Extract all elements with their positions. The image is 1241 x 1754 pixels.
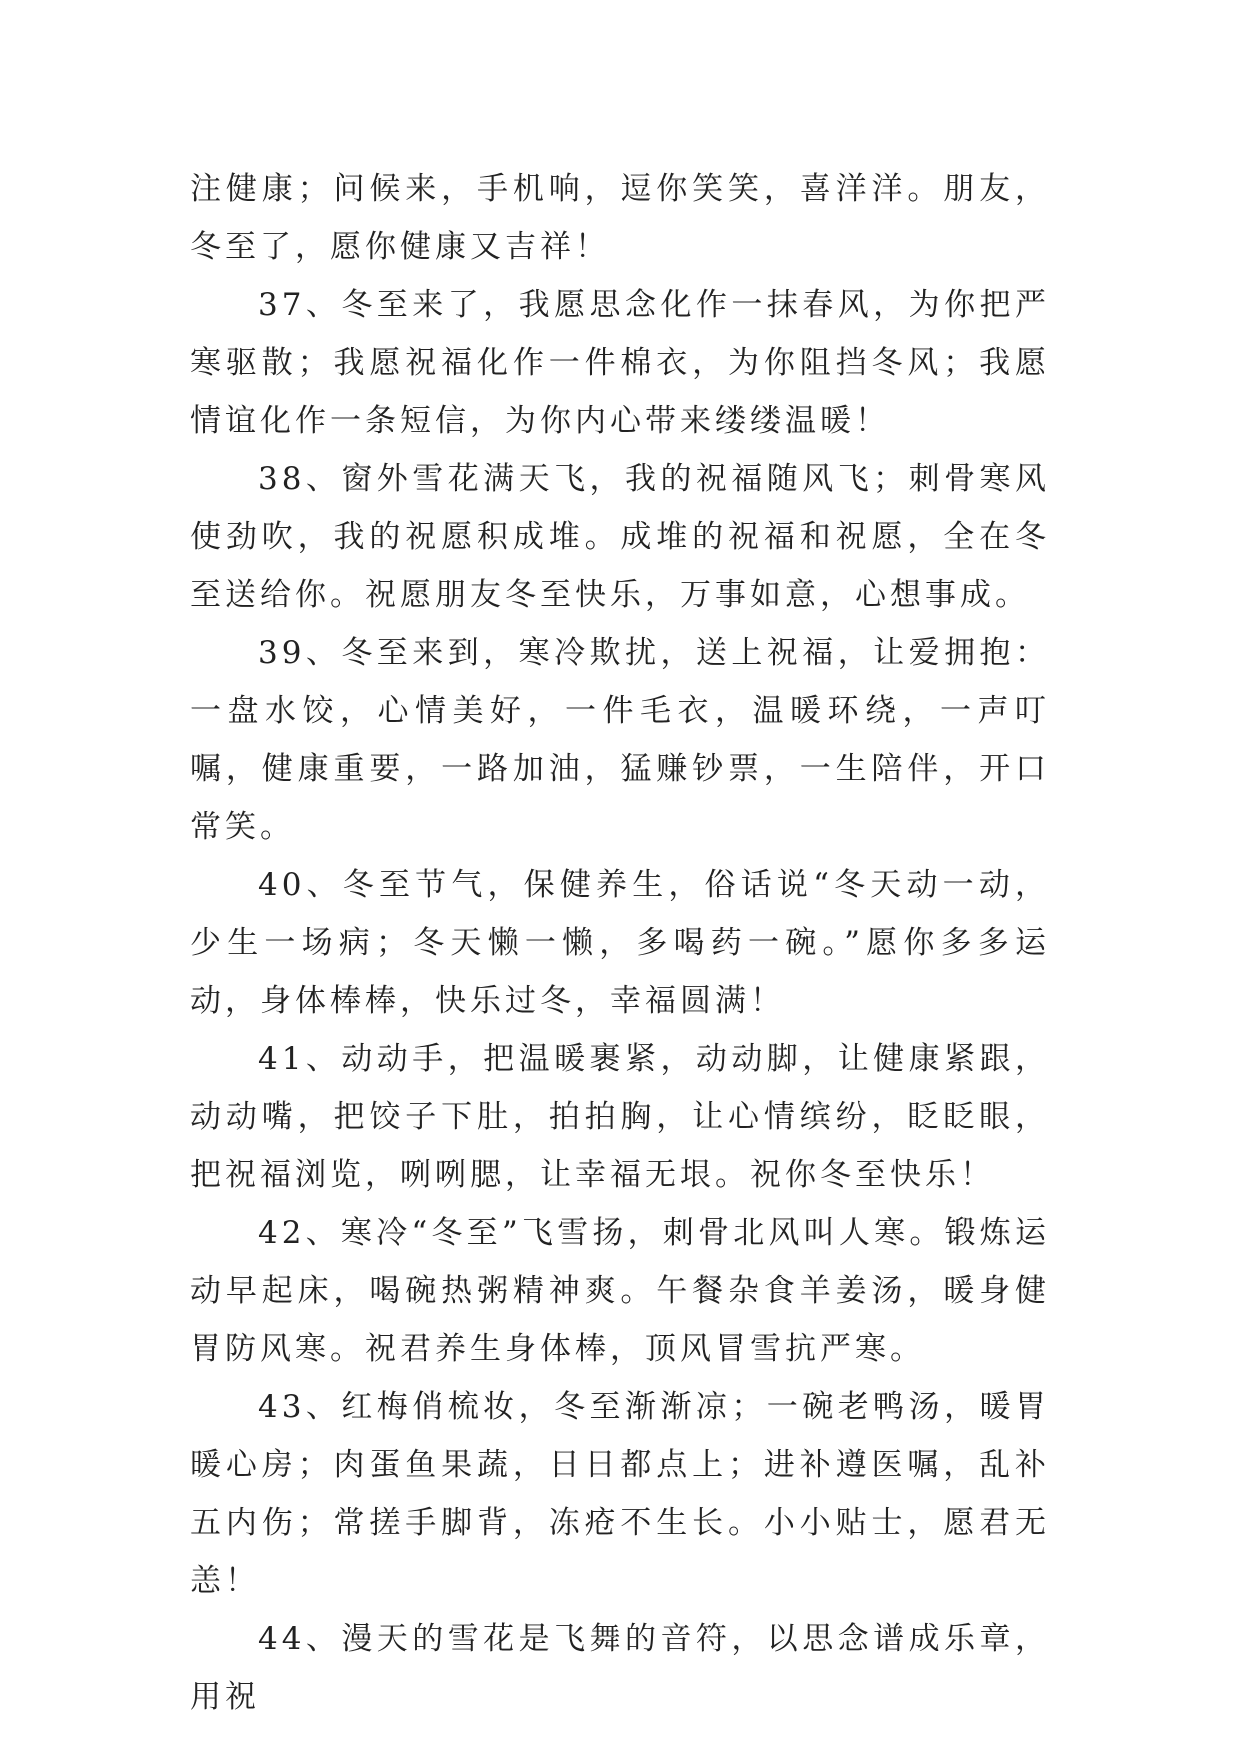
paragraph-37: 37、冬至来了，我愿思念化作一抹春风，为你把严寒驱散；我愿祝福化作一件棉衣，为你阻挡冬风；我愿情谊化作一条短信，为你内心带来缕缕温暖！ [190,287,1050,439]
paragraph-36-continued: 注健康；问候来，手机响，逗你笑笑，喜洋洋。朋友，冬至了，愿你健康又吉祥！ [190,171,1050,265]
paragraph-42: 42、寒冷“冬至”飞雪扬，刺骨北风叫人寒。锻炼运动早起床，喝碗热粥精神爽。午餐杂食羊姜汤，暖身健胃防风寒。祝君养生身体棒，顶风冒雪抗严寒。 [190,1215,1050,1367]
document-body [190,160,1050,1726]
paragraph-38: 38、窗外雪花满天飞，我的祝福随风飞；刺骨寒风使劲吹，我的祝愿积成堆。成堆的祝福和祝愿，全在冬至送给你。祝愿朋友冬至快乐，万事如意，心想事成。 [190,461,1050,613]
paragraph-41: 41、动动手，把温暖裹紧，动动脚，让健康紧跟，动动嘴，把饺子下肚，拍拍胸，让心情缤纷，眨眨眼，把祝福浏览，咧咧腮，让幸福无垠。祝你冬至快乐！ [190,1041,1050,1193]
paragraph-43: 43、红梅俏梳妆，冬至渐渐凉；一碗老鸭汤，暖胃暖心房；肉蛋鱼果蔬，日日都点上；进补遵医嘱，乱补五内伤；常搓手脚背，冻疮不生长。小小贴士，愿君无恙！ [190,1389,1050,1599]
paragraph-44: 44、漫天的雪花是飞舞的音符，以思念谱成乐章，用祝 [190,1621,1050,1715]
paragraph-39: 39、冬至来到，寒冷欺扰，送上祝福，让爱拥抱：一盘水饺，心情美好，一件毛衣，温暖环绕，一声叮嘱，健康重要，一路加油，猛赚钞票，一生陪伴，开口常笑。 [190,635,1050,845]
paragraph-40: 40、冬至节气，保健养生，俗话说“冬天动一动，少生一场病；冬天懒一懒，多喝药一碗。”愿你多多运动，身体棒棒，快乐过冬，幸福圆满！ [190,867,1050,1019]
